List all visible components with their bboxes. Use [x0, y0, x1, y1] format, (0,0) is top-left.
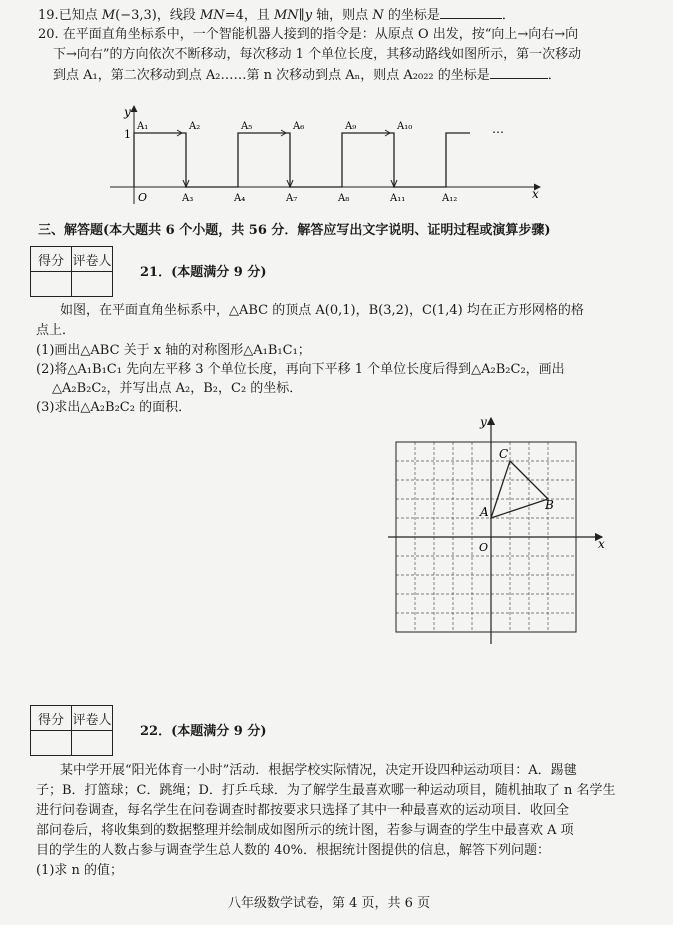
path-point-label: A₆: [293, 121, 305, 132]
q19-text: ，线段: [156, 8, 200, 23]
q19-parallel: ∥: [298, 8, 305, 23]
score-header: 得分: [31, 706, 72, 731]
q21-part-2b: △A₂B₂C₂，并写出点 A₂，B₂，C₂ 的坐标．: [52, 381, 303, 396]
vertex-c-label: C: [499, 447, 509, 461]
triangle-abc: [491, 461, 548, 518]
score-box-q22: [30, 705, 113, 756]
section-3-heading: 三、解答题(本大题共 6 个小题，共 56 分．解答应写出文字说明、证明过程或演算步骤): [38, 223, 551, 238]
q19-text: 轴，则点: [312, 8, 373, 23]
path-point-label: A₁₂: [442, 193, 458, 204]
q19-segment-mn: MN: [200, 8, 225, 23]
q19-end: ．: [501, 8, 515, 23]
y-axis-label: y: [124, 105, 131, 119]
grader-header: 评卷人: [72, 706, 113, 731]
q20-line-3: [53, 66, 561, 84]
path-point-label: A₁₁: [390, 193, 406, 204]
q19-point-n: N: [372, 8, 384, 23]
x-axis-label: x: [532, 187, 539, 201]
grader-header: 评卷人: [72, 247, 113, 272]
path-point-label: A₅: [241, 121, 253, 132]
q20-answer-blank[interactable]: [490, 66, 548, 79]
q20-line-3-text: 到点 A₁，第二次移动到点 A₂……第 n 次移动到点 Aₙ，则点 A₂₀₂₂ 的坐标是: [53, 68, 490, 83]
q19-text: 已知点: [58, 8, 102, 23]
coordinate-grid-figure: [384, 412, 616, 648]
path-point-label: A₈: [338, 193, 350, 204]
path-point-label: A₂: [189, 121, 201, 132]
path-point-label: A₁: [137, 121, 149, 132]
q22-line-4: 部问卷后，将收集到的数据整理并绘制成如图所示的统计图，若参与调查的学生中最喜欢 A 项: [36, 823, 574, 838]
path-point-label: A₁₀: [397, 121, 413, 132]
q19-number: 19.: [38, 8, 59, 23]
robot-path: [134, 133, 470, 187]
robot-path-figure: [100, 100, 550, 210]
q21-part-1: (1)画出△ABC 关于 x 轴的对称图形△A₁B₁C₁；: [36, 343, 311, 358]
q22-part-1: (1)求 n 的值；: [36, 863, 124, 878]
q22-line-2: 子；B．打篮球；C．跳绳；D．打乒乓球．为了解学生最喜欢哪一种运动项目，随机抽取了 n 名学生: [36, 783, 616, 798]
score-header: 得分: [31, 247, 72, 272]
q19-coord-m: (−3,3): [115, 8, 157, 23]
path-point-label: A₉: [345, 121, 357, 132]
q20-end: ．: [547, 68, 561, 83]
q19-point-m: M: [101, 8, 116, 23]
score-box-q21: [30, 246, 113, 297]
grid-origin-label: O: [479, 541, 489, 554]
vertex-a-label: A: [480, 505, 489, 519]
grader-cell[interactable]: [72, 731, 113, 756]
origin-label: O: [138, 191, 148, 204]
q22-line-3: 进行问卷调查，每名学生在问卷调查时都按要求只选择了其中一种最喜欢的运动项目．收回全: [36, 803, 570, 818]
q21-part-3: (3)求出△A₂B₂C₂ 的面积．: [36, 400, 192, 415]
q19-text: 的坐标是: [383, 8, 440, 23]
q19-text: =4，且: [224, 8, 274, 23]
q22-line-1: 某中学开展“阳光体育一小时”活动．根据学校实际情况，决定开设四种运动项目：A．踢毽: [60, 763, 577, 778]
q21-header: 21．(本题满分 9 分): [140, 265, 267, 280]
path-point-label: A₄: [234, 193, 246, 204]
page-footer: 八年级数学试卷，第 4 页，共 6 页: [228, 896, 431, 911]
unit-label: 1: [124, 128, 131, 141]
path-point-label: A₃: [182, 193, 194, 204]
grader-cell[interactable]: [72, 272, 113, 297]
q22-line-5: 目的学生的人数占参与调查学生总人数的 40%．根据统计图提供的信息，解答下列问题：: [36, 843, 551, 858]
q21-intro-1: 如图，在平面直角坐标系中，△ABC 的顶点 A(0,1)，B(3,2)，C(1,4) 均在正方形网格的格: [60, 303, 584, 318]
q20-line-2: 下→向右”的方向依次不断移动，每次移动 1 个单位长度，其移动路线如图所示，第一次移动: [53, 47, 582, 62]
vertex-b-label: B: [545, 498, 554, 512]
path-ellipsis: …: [492, 122, 504, 136]
grid-y-label: y: [480, 415, 487, 429]
q19-segment-mn: MN: [273, 8, 299, 23]
q21-intro-2: 点上．: [36, 323, 76, 338]
score-cell[interactable]: [31, 731, 72, 756]
q19-answer-blank[interactable]: [440, 6, 502, 19]
q21-part-2a: (2)将△A₁B₁C₁ 先向左平移 3 个单位长度，再向下平移 1 个单位长度后得到△A₂B₂C₂，画出: [36, 362, 565, 377]
q20-line-1: 20. 在平面直角坐标系中，一个智能机器人接到的指令是：从原点 O 出发，按“向上→向右→向: [38, 27, 579, 42]
path-point-label: A₇: [286, 193, 298, 204]
question-19: [38, 6, 515, 24]
grid-x-label: x: [598, 537, 605, 551]
q19-y-axis: y: [304, 8, 313, 23]
q22-header: 22．(本题满分 9 分): [140, 724, 267, 739]
score-cell[interactable]: [31, 272, 72, 297]
